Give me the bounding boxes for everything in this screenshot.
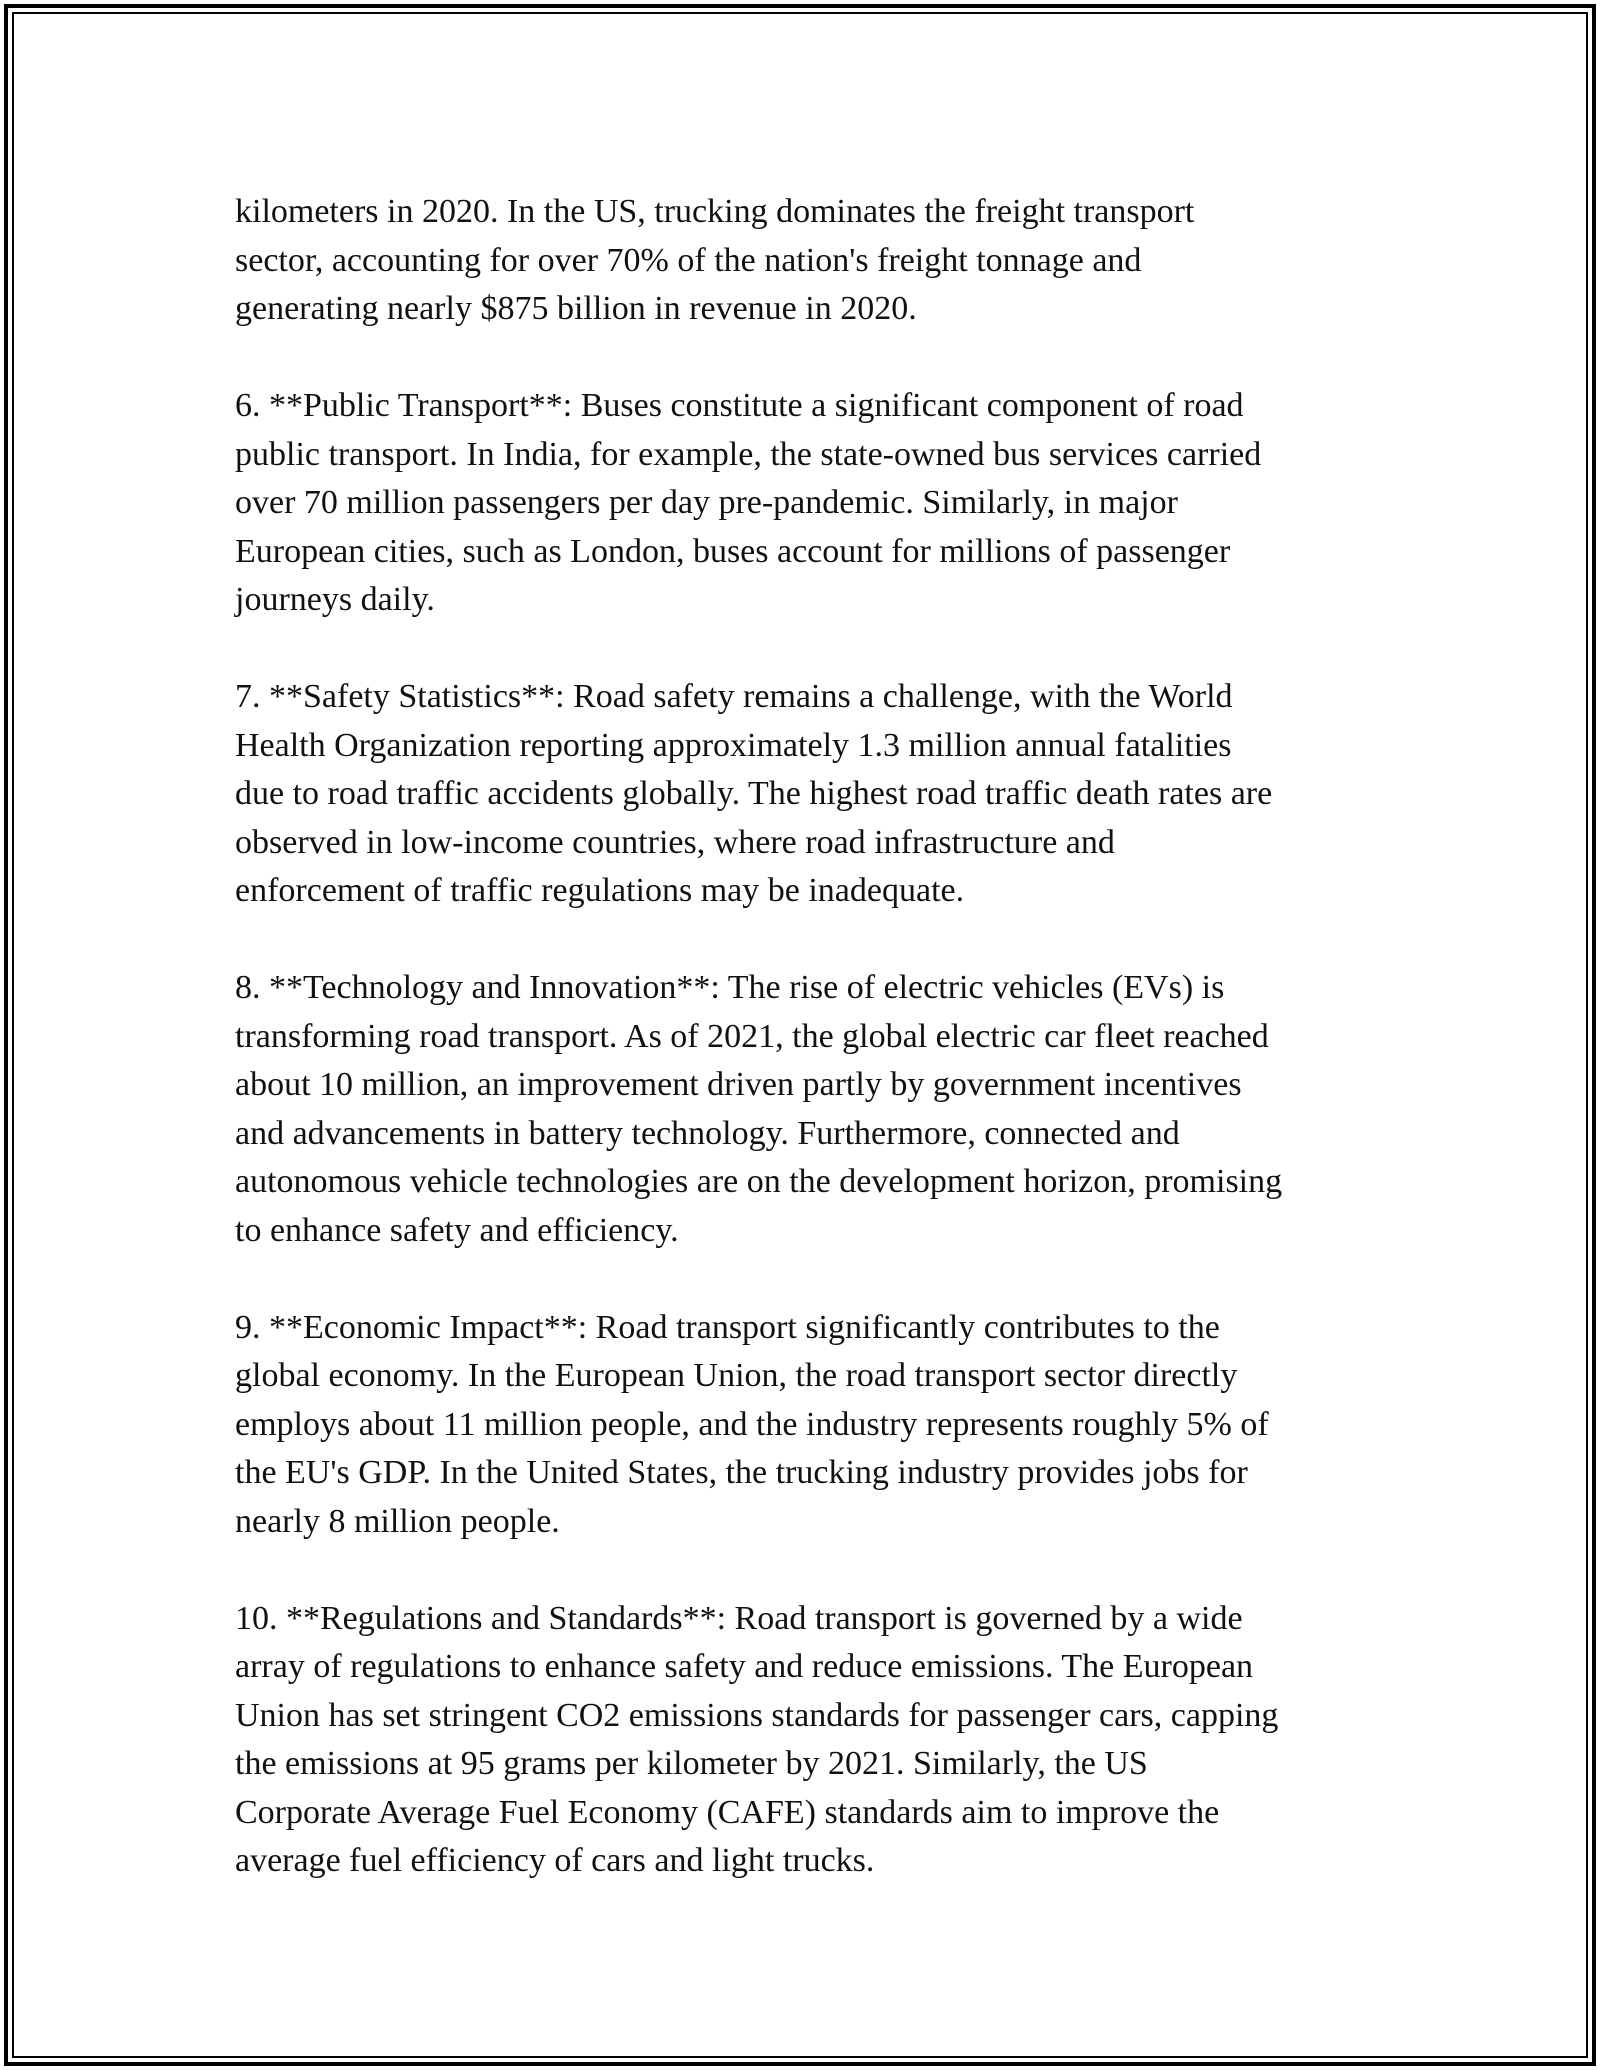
paragraph-economic-impact: 9. **Economic Impact**: Road transport significantly contributes to the global economy. In the European Union, the road transport sector directly employs about 11 million people, and the industry represents roughly 5% of the EU's GDP. In the United States, the trucking industry provides jobs for nearly 8 million people.: [235, 1308, 1269, 1540]
paragraph-public-transport: 6. **Public Transport**: Buses constitute a significant component of road public transport. In India, for example, the state-owned bus services carried over 70 million passengers per day pre-pandemic. Similarly, in major European cities, such as London, buses account for millions of passenger journeys daily.: [235, 387, 1262, 618]
document-body: [235, 188, 1375, 1934]
paragraph-safety-statistics: 7. **Safety Statistics**: Road safety remains a challenge, with the World Health Organization reporting approximately 1.3 million annual fatalities due to road traffic accidents globally. The highest road traffic death rates are observed in low-income countries, where road infrastructure and enforcement of traffic regulations may be inadequate.: [235, 678, 1273, 909]
paragraph-regulations-standards: 10. **Regulations and Standards**: Road transport is governed by a wide array of regulations to enhance safety and reduce emissions. The European Union has set stringent CO2 emissions standards for passenger cars, capping the emissions at 95 grams per kilometer by 2021. Similarly, the US Corporate Average Fuel Economy (CAFE) standards aim to improve the average fuel efficiency of cars and light trucks.: [235, 1599, 1279, 1879]
paragraph-technology-innovation: 8. **Technology and Innovation**: The rise of electric vehicles (EVs) is transforming road transport. As of 2021, the global electric car fleet reached about 10 million, an improvement driven partly by government incentives and advancements in battery technology. Furthermore, connected and autonomous vehicle technologies are on the development horizon, promising to enhance safety and efficiency.: [235, 969, 1283, 1249]
paragraph-freight-continuation: kilometers in 2020. In the US, trucking dominates the freight transport sector, accounting for over 70% of the nation's freight tonnage and generating nearly $875 billion in revenue in 2020.: [235, 193, 1195, 327]
